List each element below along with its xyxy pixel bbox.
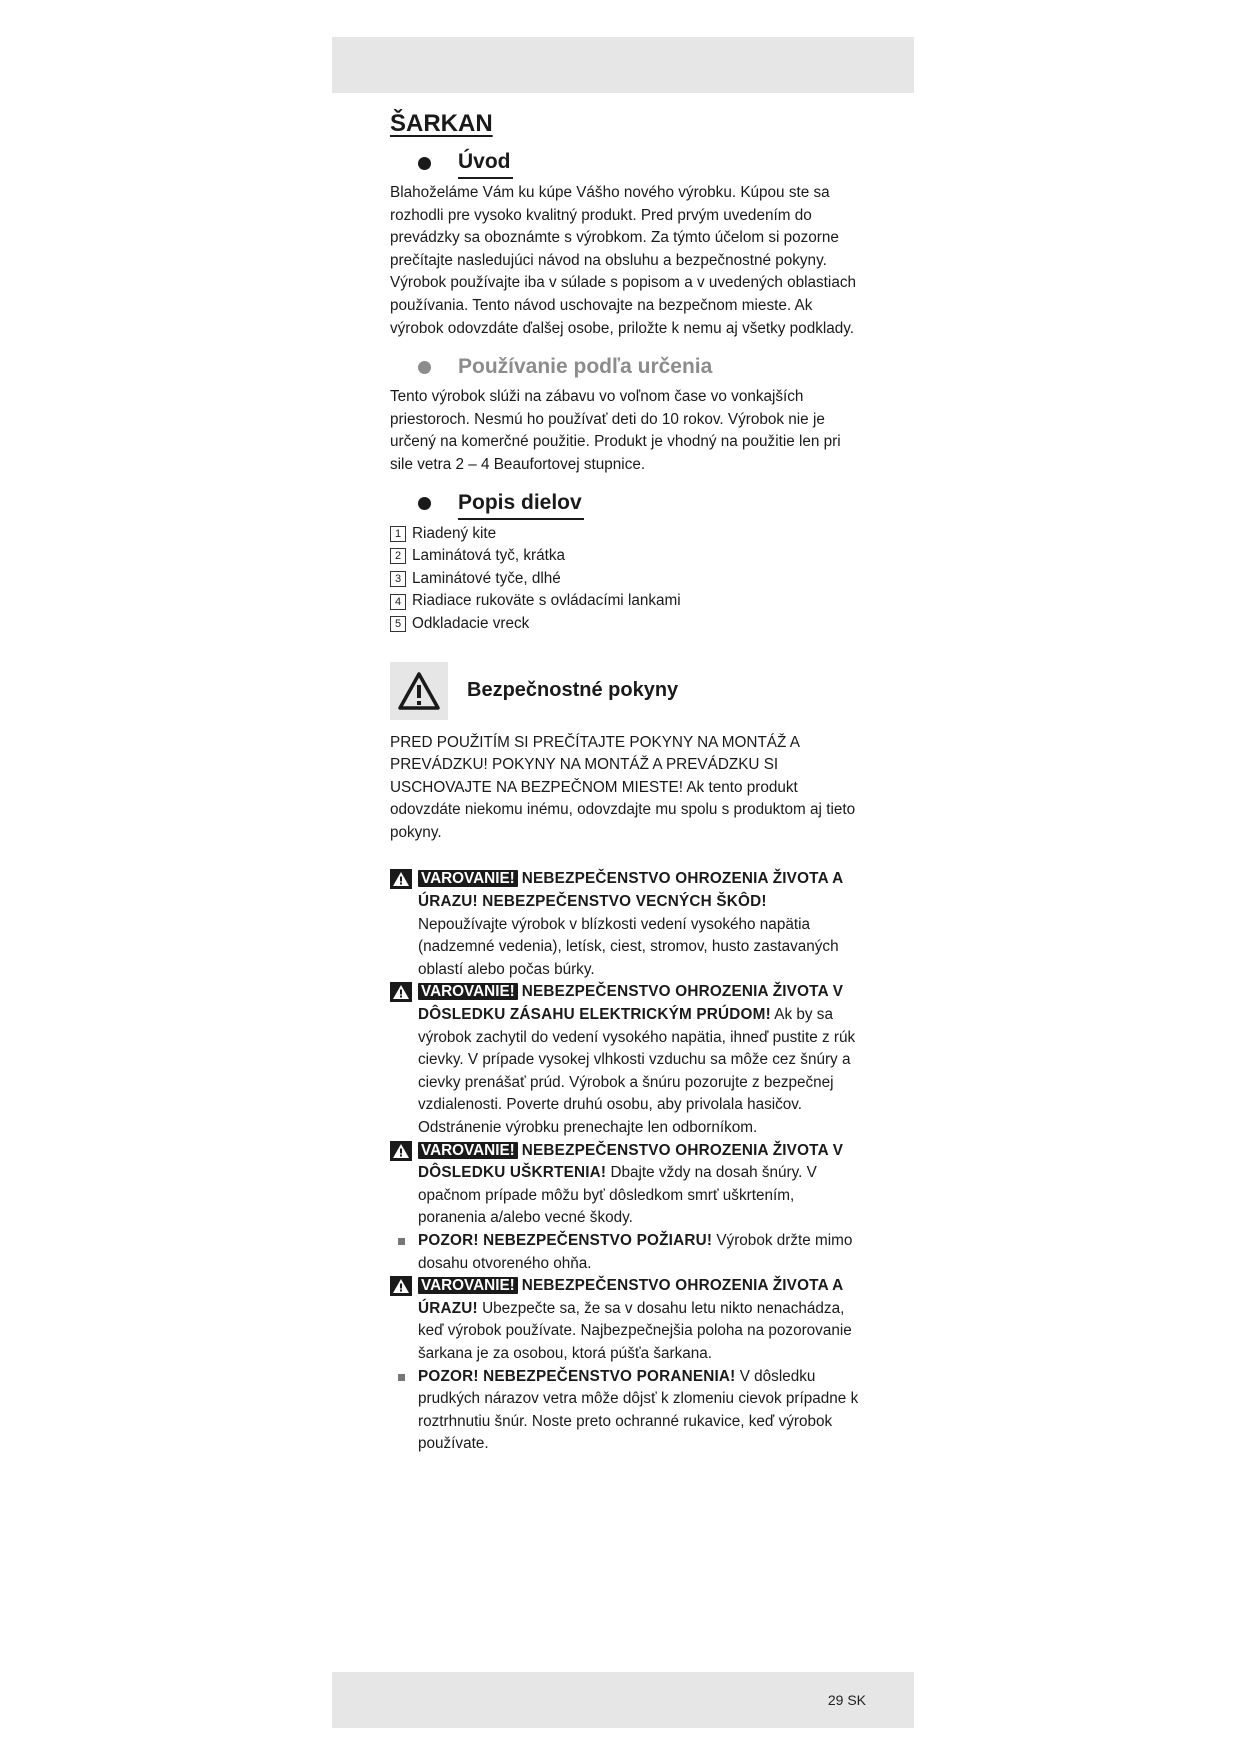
part-label: Odkladacie vreck <box>412 614 530 632</box>
page-content <box>390 108 860 1456</box>
warning-item <box>390 868 860 981</box>
parts-list <box>390 523 860 636</box>
warning-item <box>390 981 860 1139</box>
section-intro-title: Úvod <box>458 147 513 179</box>
safety-title: Bezpečnostné pokyny <box>467 679 679 701</box>
warning-text: Ubezpečte sa, že sa v dosahu letu nikto nenachádza, keď výrobok používate. Najbezpečnejšia poloha na pozorovanie šarkana je za osobou, ktorá púšťa šarkana. <box>418 1299 852 1362</box>
bullet-dot-icon <box>418 361 431 374</box>
caution-text: V dôsledku prudkých nárazov vetra môže dôjsť k zlomeniu cievok prípadne k roztrhnutiu šnúr. Noste preto ochranné rukavice, keď výrobok používate. <box>418 1367 859 1453</box>
list-item <box>390 523 860 546</box>
warning-strong: NEBEZPEČENSTVO OHROZENIA ŽIVOTA V DÔSLEDKU UŠKRTENIA! <box>418 1141 844 1182</box>
warning-icon <box>390 982 412 1002</box>
warnings-list <box>390 868 860 1455</box>
bullet-dot-icon <box>418 497 431 510</box>
square-bullet-icon <box>390 1366 412 1381</box>
section-parts-title: Popis dielov <box>458 488 584 520</box>
footer-band <box>332 1672 914 1728</box>
caution-item <box>390 1366 860 1456</box>
part-number: 1 <box>390 526 406 542</box>
warning-strong: NEBEZPEČENSTVO OHROZENIA ŽIVOTA A ÚRAZU! NEBEZPEČENSTVO VECNÝCH ŠKÔD! <box>418 870 843 911</box>
warning-label: VAROVANIE! <box>418 1277 518 1294</box>
warning-label: VAROVANIE! <box>418 870 518 887</box>
header-band <box>332 37 914 93</box>
list-item <box>390 568 860 591</box>
part-label: Riadiace rukoväte s ovládacími lankami <box>412 592 681 610</box>
warning-text: Dbajte vždy na dosah šnúry. V opačnom prípade môžu byť dôsledkom smrť uškrtením, poranenia a/alebo vecné škody. <box>418 1164 817 1227</box>
part-label: Laminátové tyče, dlhé <box>412 569 561 587</box>
part-number: 3 <box>390 571 406 587</box>
caution-strong: POZOR! NEBEZPEČENSTVO PORANENIA! <box>418 1367 736 1385</box>
warning-item <box>390 1275 860 1365</box>
bullet-dot-icon <box>418 157 431 170</box>
warning-icon <box>390 1276 412 1296</box>
warning-item <box>390 1140 860 1230</box>
section-use-heading <box>418 352 860 382</box>
list-item <box>390 545 860 568</box>
warning-text: Nepoužívajte výrobok v blízkosti vedení vysokého napätia (nadzemné vedenia), letísk, ciest, stromov, husto zastavaných oblastí alebo počas búrky. <box>418 915 839 978</box>
page-number: 29 SK <box>827 1692 866 1708</box>
caution-strong: POZOR! NEBEZPEČENSTVO POŽIARU! <box>418 1231 713 1249</box>
warning-strong: NEBEZPEČENSTVO OHROZENIA ŽIVOTA A ÚRAZU! <box>418 1277 843 1317</box>
warning-icon <box>390 1141 412 1161</box>
square-bullet-icon <box>390 1230 412 1245</box>
section-parts-heading <box>418 489 860 519</box>
intro-paragraph: Blahoželáme Vám ku kúpe Vášho nového výrobku. Kúpou ste sa rozhodli pre vysoko kvalitný produkt. Pred prvým uvedením do prevádzky sa oboznámte s výrobkom. Za týmto účelom si pozorne prečítajte nasledujúci návod na obsluhu a bezpečnostné pokyny. Výrobok používajte iba v súlade s popisom a v uvedených oblastiach používania. Tento návod uschovajte na bezpečnom mieste. Ak výrobok odovzdáte ďalšej osobe, priložte k nemu aj všetky podklady. <box>390 184 856 337</box>
section-use-title: Používanie podľa určenia <box>458 355 713 379</box>
warning-text: Ak by sa výrobok zachytil do vedení vysokého napätia, ihneď pustite z rúk cievky. V prípade vysokej vlhkosti vzduchu sa môže cez šnúry a cievky prenášať prúd. Výrobok a šnúru pozorujte z bezpečnej vzdialenosti. Poverte druhú osobu, aby privolala hasičov. Odstránenie výrobku prenechajte len odborníkom. <box>418 1006 856 1136</box>
safety-heading <box>390 662 860 720</box>
intended-use-paragraph: Tento výrobok slúži na zábavu vo voľnom čase vo vonkajších priestoroch. Nesmú ho používať deti do 10 rokov. Výrobok nie je určený na komerčné použitie. Produkt je vhodný na použitie len pri sile vetra 2 – 4 Beaufortovej stupnice. <box>390 388 841 473</box>
safety-intro-paragraph: PRED POUŽITÍM SI PREČÍTAJTE POKYNY NA MONTÁŽ A PREVÁDZKU! POKYNY NA MONTÁŽ A PREVÁDZKU SI USCHOVAJTE NA BEZPEČNOM MIESTE! Ak tento produkt odovzdáte niekomu inému, odovzdajte mu spolu s produktom aj tieto pokyny. <box>390 733 856 841</box>
section-intro-heading <box>418 148 860 178</box>
caution-item <box>390 1230 860 1275</box>
part-label: Riadený kite <box>412 524 497 542</box>
caution-text: Výrobok držte mimo dosahu otvoreného ohňa. <box>418 1231 853 1272</box>
part-number: 4 <box>390 594 406 610</box>
warning-triangle-icon <box>390 662 448 720</box>
part-number: 5 <box>390 616 406 632</box>
warning-label: VAROVANIE! <box>418 1142 518 1159</box>
warning-label: VAROVANIE! <box>418 983 518 1000</box>
part-label: Laminátová tyč, krátka <box>412 547 566 565</box>
part-number: 2 <box>390 548 406 564</box>
warning-strong: NEBEZPEČENSTVO OHROZENIA ŽIVOTA V DÔSLEDKU ZÁSAHU ELEKTRICKÝM PRÚDOM! <box>418 983 844 1024</box>
warning-icon <box>390 869 412 889</box>
list-item <box>390 590 860 613</box>
page-title: ŠARKAN <box>390 110 493 137</box>
list-item <box>390 613 860 636</box>
